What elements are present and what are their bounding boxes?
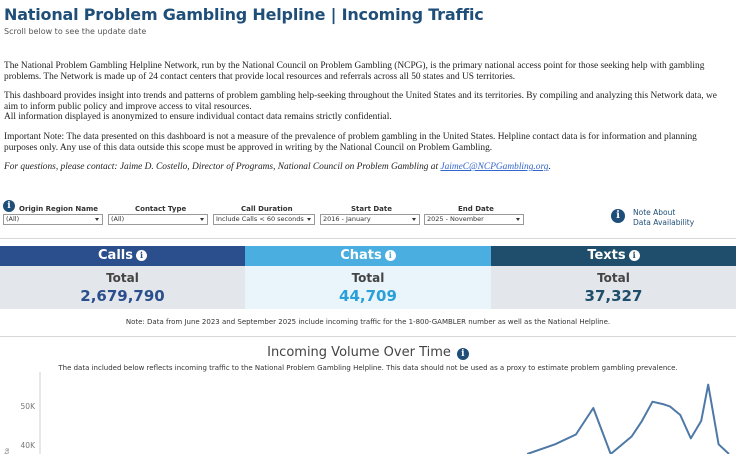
kpi-texts-total-label: Total xyxy=(597,271,630,285)
kpi-cards xyxy=(0,246,736,309)
filter-contact-type-select[interactable] xyxy=(108,214,208,225)
page-title: National Problem Gambling Helpline | Incoming Traffic xyxy=(4,5,484,24)
data-availability-info-icon[interactable]: i xyxy=(611,209,625,223)
intro-important-note: Important Note: The data presented on this dashboard is not a measure of the prevalence of problem gambling in the United States. Helpline contact data is for information and planning purposes only. Any use of this data outside this scope must be approved in writing by the National Council on Problem Gambling. xyxy=(4,131,697,153)
kpi-calls-body xyxy=(0,266,245,309)
series-line xyxy=(527,385,729,454)
kpi-texts-label: Texts xyxy=(587,248,626,263)
intro-contact xyxy=(4,162,730,173)
filter-origin-region-value: (All) xyxy=(6,215,20,223)
y-tick-label-40k: 40K xyxy=(20,441,35,450)
filter-end-date-label: End Date xyxy=(458,205,494,213)
intro-paragraph-2: This dashboard provides insight into trends and patterns of problem gambling help-seeking throughout the United States and its territories. By compiling and analyzing this Network data, we aim to inform public policy and improve access to vital resources. xyxy=(4,91,717,112)
kpi-calls-total-label: Total xyxy=(106,271,139,285)
kpi-texts-value: 37,327 xyxy=(584,287,643,305)
filter-contact-type-label: Contact Type xyxy=(135,205,187,213)
kpi-note: Note: Data from June 2023 and September 2025 include incoming traffic for the 1-800-GAMBLER number as well as the National Helpline. xyxy=(125,318,611,326)
info-icon[interactable]: i xyxy=(136,250,147,261)
contact-suffix: . xyxy=(548,162,551,173)
kpi-texts-body xyxy=(491,266,736,309)
chart-title-text: Incoming Volume Over Time xyxy=(267,345,451,360)
filter-call-duration-select[interactable] xyxy=(213,214,315,225)
header xyxy=(4,5,484,36)
kpi-chats-value: 44,709 xyxy=(339,287,397,305)
intro-paragraph-1: The National Problem Gambling Helpline Network, run by the National Council on Problem Gambling (NCPG), is the primary national access point for those seeking help with gambling problems. The Network is made up of 24 contact centers that provide local resources and referrals across all 50 states and US territories. xyxy=(4,61,705,82)
divider xyxy=(0,238,736,239)
chart-description: The data included below reflects incoming traffic to the National Problem Gambling Helpline. This data should not be used as a proxy to estimate problem gambling prevalence. xyxy=(58,364,678,372)
contact-email-link[interactable]: JaimeC@NCPGambling.org xyxy=(440,162,549,173)
kpi-calls-label: Calls xyxy=(98,248,133,263)
contact-text: For questions, please contact: Jaime D. Costello, Director of Programs, National Council on Problem Gambling at xyxy=(4,162,441,173)
intro-text xyxy=(4,61,730,182)
chart-info-icon[interactable]: i xyxy=(457,348,469,360)
kpi-chats-total-label: Total xyxy=(351,271,385,285)
y-tick-label-50k: 50K xyxy=(20,402,35,411)
filter-start-date-select[interactable] xyxy=(320,214,420,225)
kpi-card-texts xyxy=(491,246,736,309)
kpi-texts-header xyxy=(491,246,736,266)
y-axis-label: te xyxy=(4,447,11,454)
chevron-down-icon xyxy=(200,218,204,221)
filter-bar xyxy=(0,198,736,234)
divider xyxy=(0,336,736,337)
chevron-down-icon xyxy=(307,218,311,221)
kpi-chats-header xyxy=(245,246,491,266)
chart-title xyxy=(0,345,736,360)
filter-start-date-label: Start Date xyxy=(351,205,392,213)
filter-contact-type-value: (All) xyxy=(111,215,125,223)
chevron-down-icon xyxy=(95,218,99,221)
chevron-down-icon xyxy=(516,218,520,221)
kpi-calls-header xyxy=(0,246,245,266)
data-availability-note-link[interactable] xyxy=(633,208,694,228)
volume-line-chart xyxy=(0,372,736,454)
page-subtitle: Scroll below to see the update date xyxy=(4,27,147,36)
filter-end-date-select[interactable] xyxy=(424,214,524,225)
intro-paragraph-2b: All information displayed is anonymized to ensure individual contact data remains strictly confidential. xyxy=(4,112,392,123)
filter-call-duration-label: Call Duration xyxy=(241,205,293,213)
filter-origin-region-label: Origin Region Name xyxy=(19,205,99,213)
filters-info-icon[interactable]: i xyxy=(3,200,15,212)
note-line-2: Data Availability xyxy=(633,218,695,227)
info-icon[interactable]: i xyxy=(385,250,396,261)
kpi-card-chats xyxy=(245,246,491,309)
filter-end-date-value: 2025 - November xyxy=(427,215,484,223)
filter-origin-region-select[interactable] xyxy=(3,214,103,225)
kpi-card-calls xyxy=(0,246,245,309)
kpi-calls-value: 2,679,790 xyxy=(80,287,165,305)
filter-start-date-value: 2016 - January xyxy=(323,215,371,223)
kpi-chats-label: Chats xyxy=(340,248,382,263)
kpi-chats-body xyxy=(245,266,491,309)
info-icon[interactable]: i xyxy=(629,250,640,261)
filter-call-duration-value: Include Calls < 60 seconds xyxy=(216,215,304,223)
note-line-1: Note About xyxy=(633,208,676,217)
chevron-down-icon xyxy=(412,218,416,221)
